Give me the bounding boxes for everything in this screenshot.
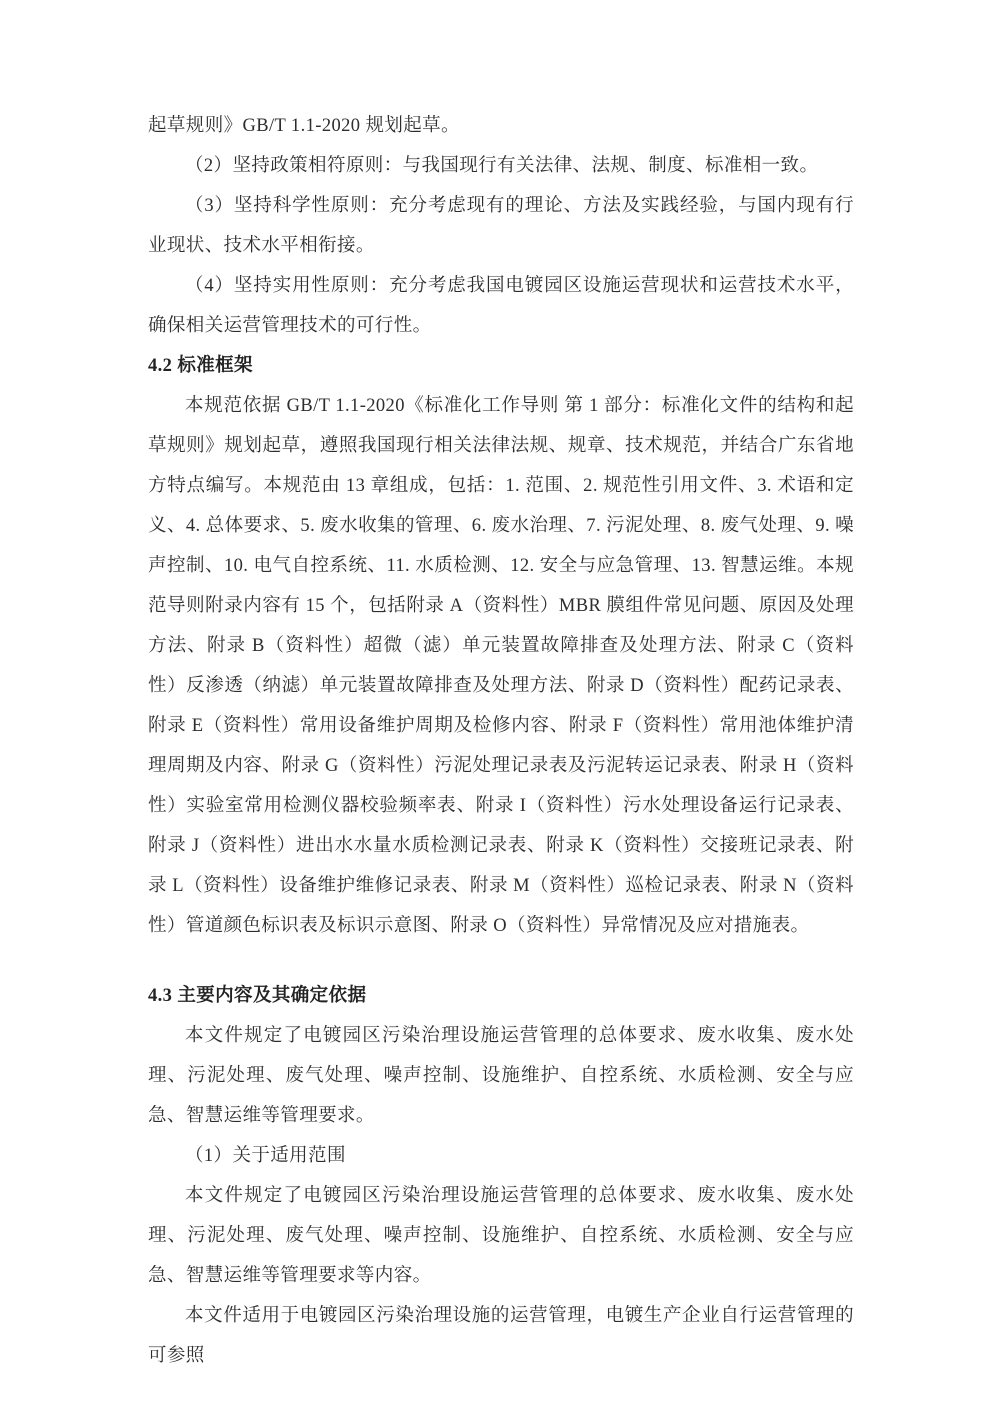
- paragraph: 本文件规定了电镀园区污染治理设施运营管理的总体要求、废水收集、废水处理、污泥处理、废气处理、噪声控制、设施维护、自控系统、水质检测、安全与应急、智慧运维等管理要求等内容。: [148, 1186, 854, 1286]
- section-heading: 4.2 标准框架: [148, 356, 253, 376]
- section-heading: 4.3 主要内容及其确定依据: [148, 986, 367, 1006]
- paragraph: 本文件规定了电镀园区污染治理设施运营管理的总体要求、废水收集、废水处理、污泥处理、废气处理、噪声控制、设施维护、自控系统、水质检测、安全与应急、智慧运维等管理要求。: [148, 1026, 854, 1126]
- paragraph: （4）坚持实用性原则：充分考虑我国电镀园区设施运营现状和运营技术水平，确保相关运营管理技术的可行性。: [148, 276, 854, 336]
- paragraph: （3）坚持科学性原则：充分考虑现有的理论、方法及实践经验，与国内现有行业现状、技术水平相衔接。: [148, 196, 854, 256]
- paragraph: 起草规则》GB/T 1.1-2020 规划起草。: [148, 116, 460, 136]
- document-body: [148, 106, 854, 1376]
- paragraph: （1）关于适用范围: [185, 1146, 346, 1166]
- paragraph: 本文件适用于电镀园区污染治理设施的运营管理，电镀生产企业自行运营管理的可参照: [148, 1306, 854, 1366]
- paragraph: （2）坚持政策相符原则：与我国现行有关法律、法规、制度、标准相一致。: [185, 156, 819, 176]
- paragraph: 本规范依据 GB/T 1.1-2020《标准化工作导则 第 1 部分：标准化文件的结构和起草规则》规划起草，遵照我国现行相关法律法规、规章、技术规范，并结合广东省地方特点编写。本规范由 13 章组成，包括：1. 范围、2. 规范性引用文件、3. 术语和定义、4. 总体要求、5. 废水收集的管理、6. 废水治理、7. 污泥处理、8. 废气处理、9. 噪声控制、10. 电气自控系统、11. 水质检测、12. 安全与应急管理、13. 智慧运维。本规范导则附录内容有 15 个，包括附录 A（资料性）MBR 膜组件常见问题、原因及处理方法、附录 B（资料性）超微（滤）单元装置故障排查及处理方法、附录 C（资料性）反渗透（纳滤）单元装置故障排查及处理方法、附录 D（资料性）配药记录表、附录 E（资料性）常用设备维护周期及检修内容、附录 F（资料性）常用池体维护清理周期及内容、附录 G（资料性）污泥处理记录表及污泥转运记录表、附录 H（资料性）实验室常用检测仪器校验频率表、附录 I（资料性）污水处理设备运行记录表、附录 J（资料性）进出水水量水质检测记录表、附录 K（资料性）交接班记录表、附录 L（资料性）设备维护维修记录表、附录 M（资料性）巡检记录表、附录 N（资料性）管道颜色标识表及标识示意图、附录 O（资料性）异常情况及应对措施表。: [148, 396, 854, 936]
